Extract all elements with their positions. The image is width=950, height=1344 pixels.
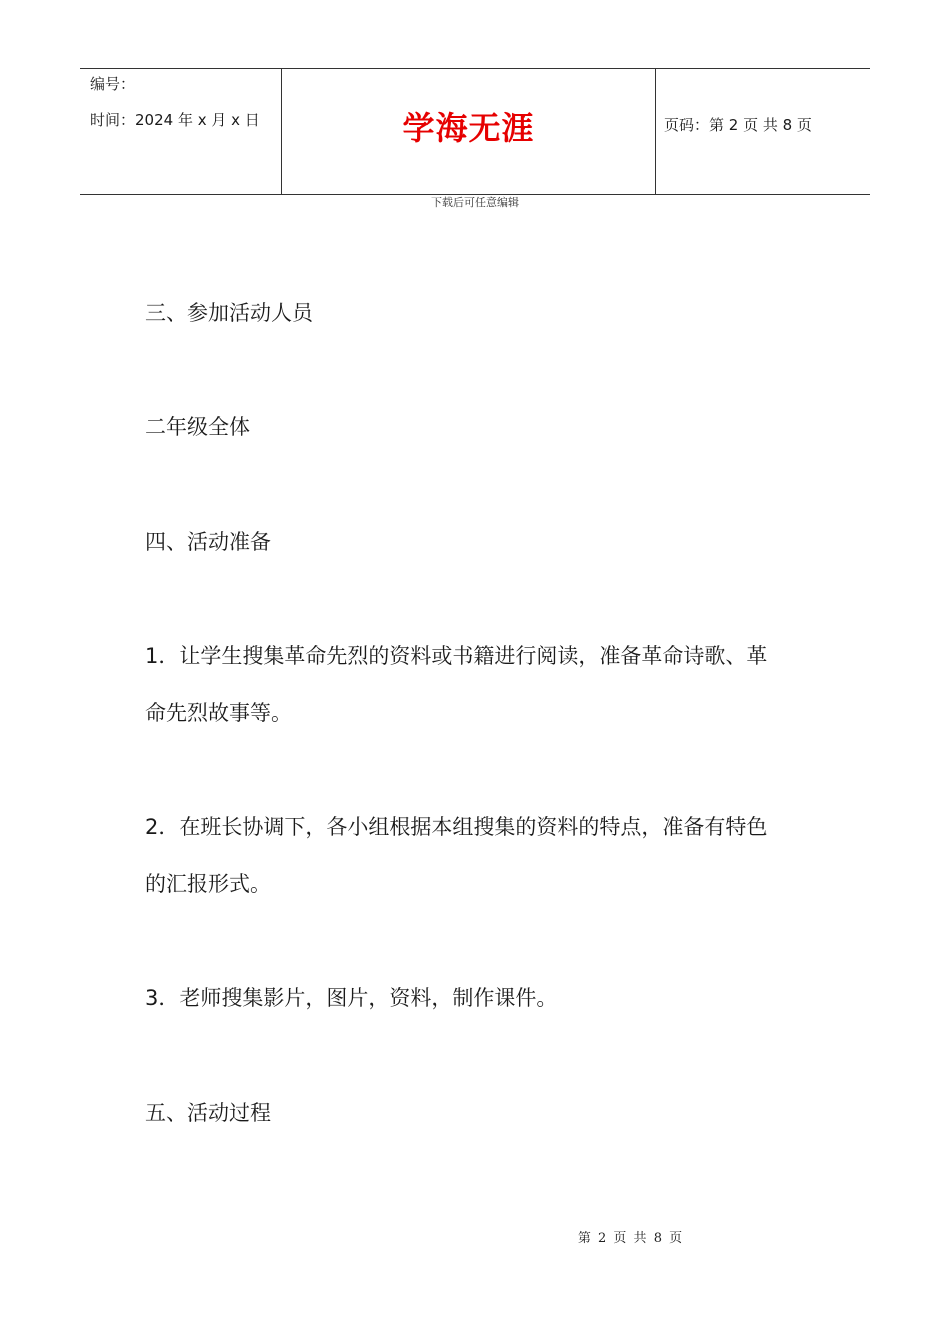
- preparation-item-2-line-2: 的汇报形式。: [145, 872, 271, 896]
- page-indicator: 页码：第 2 页 共 8 页: [664, 116, 812, 134]
- header-left-cell: [80, 69, 281, 194]
- preparation-item-1-line-1: 1．让学生搜集革命先烈的资料或书籍进行阅读，准备革命诗歌、革: [145, 644, 768, 668]
- edit-note: 下载后可任意编辑: [431, 196, 519, 209]
- document-number-label: 编号：: [90, 75, 136, 93]
- section-heading-preparation: 四、活动准备: [145, 530, 271, 554]
- preparation-item-1-line-2: 命先烈故事等。: [145, 701, 292, 725]
- participants-text: 二年级全体: [145, 415, 250, 439]
- brand-title: 学海无涯: [402, 109, 535, 147]
- page-footer: 第 2 页 共 8 页: [577, 1231, 683, 1246]
- preparation-item-2-line-1: 2．在班长协调下，各小组根据本组搜集的资料的特点，准备有特色: [145, 815, 768, 839]
- section-heading-participants: 三、参加活动人员: [145, 301, 313, 325]
- header-right-cell: [655, 69, 870, 194]
- section-heading-process: 五、活动过程: [145, 1101, 271, 1125]
- header-center-cell: [281, 69, 656, 194]
- document-header: [80, 68, 870, 195]
- document-date-label: 时间：2024 年 x 月 x 日: [90, 111, 260, 129]
- preparation-item-3: 3．老师搜集影片，图片，资料，制作课件。: [145, 986, 558, 1010]
